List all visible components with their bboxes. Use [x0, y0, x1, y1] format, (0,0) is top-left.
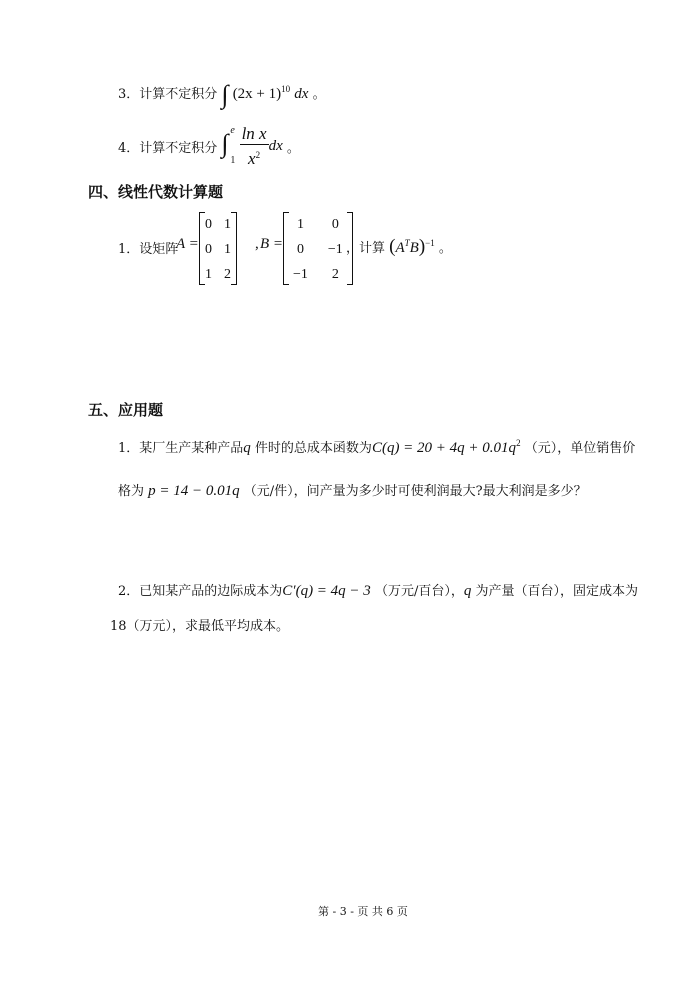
q3-exponent: 10	[281, 84, 291, 94]
s5-q2-line1	[118, 580, 638, 600]
matrix-a-label: A =	[176, 236, 199, 252]
transpose-matrix: A	[395, 240, 405, 256]
matrix-cell: 0	[205, 241, 212, 257]
matrix-b-label: B =	[260, 236, 284, 252]
s5-q1-line1	[118, 437, 635, 457]
matrix-cell: 0	[205, 216, 212, 232]
question-3	[118, 80, 326, 110]
compute-label: ，计算	[346, 241, 386, 256]
s4-q1-compute	[346, 236, 452, 258]
integral-sign: ∫	[221, 128, 229, 158]
s5-q2-text-c: 为产量（百台），固定成本为	[475, 584, 638, 599]
q3-label: 3．计算不定积分	[118, 87, 218, 102]
q4-numerator: ln x	[241, 124, 267, 143]
q3-dx: dx	[294, 86, 309, 102]
s5-q2-text-b: （万元/百台），	[374, 584, 464, 599]
q4-denominator: $x^2$	[248, 149, 261, 168]
question-4	[118, 124, 300, 168]
transpose-sign: T	[404, 238, 410, 248]
matrix-cell: −1	[327, 241, 343, 257]
section-4-heading: 四、线性代数计算题	[88, 183, 224, 201]
matrix-separator: ,	[255, 236, 259, 252]
matrix-cell: 0	[331, 216, 339, 232]
matrix-a-right-bracket	[231, 212, 237, 285]
var-q: q	[243, 440, 251, 456]
s5-q1-text-c: （元），单位销售价	[524, 441, 636, 456]
matrix-cell: 2	[331, 266, 339, 282]
matrix-b-ref: B	[409, 240, 419, 256]
q4-fraction	[240, 124, 269, 169]
matrix-b	[283, 212, 353, 285]
s4-q1-label: 1．设矩阵	[118, 242, 179, 257]
matrix-cell: 2	[224, 266, 231, 282]
q4-den-exponent: 2	[255, 150, 261, 160]
s5-q1-text-e: （元/件），问产量为多少时可使利润最大?最大利润是多少？	[243, 484, 587, 499]
marginal-cost-function: C′(q) = 4q − 3	[282, 583, 371, 599]
page-footer: 第 - 3 - 页 共 6 页	[318, 905, 408, 918]
matrix-cell: 1	[296, 216, 304, 232]
cost-function: C(q) = 20 + 4q + 0.01q	[371, 440, 517, 456]
section-5-heading: 五、应用题	[88, 401, 164, 419]
s5-q2-line2: 18（万元），求最低平均成本。	[110, 619, 290, 634]
matrix-cell: 0	[296, 241, 304, 257]
matrix-cell: −1	[293, 266, 308, 282]
matrix-a	[199, 212, 237, 285]
q4-upper-limit: e	[230, 124, 235, 136]
q4-end: 。	[286, 141, 300, 156]
price-function: p = 14 − 0.01q	[148, 483, 240, 499]
s5-q1-text-b: 件时的总成本函数为	[254, 441, 372, 456]
q4-dx: dx	[268, 138, 283, 154]
q4-label: 4．计算不定积分	[118, 141, 218, 156]
s5-q1-line2	[118, 480, 587, 500]
paren-open: (	[389, 236, 396, 257]
integral-sign: ∫	[221, 80, 229, 109]
paren-close: )	[418, 236, 426, 257]
matrix-cell: 1	[224, 216, 231, 232]
q3-end: 。	[312, 87, 326, 102]
var-q: q	[463, 583, 472, 599]
cost-exponent: 2	[516, 438, 521, 448]
matrix-cell: 1	[224, 241, 231, 257]
q4-lower-limit: 1	[230, 154, 236, 166]
q3-expr: (2x + 1)	[232, 86, 282, 102]
s5-q1-text-d: 格为	[118, 484, 145, 499]
matrix-cell: 1	[205, 266, 212, 282]
s5-q1-text-a: 1．某厂生产某种产品	[118, 441, 244, 456]
matrix-a-left-bracket	[199, 212, 205, 285]
matrix-b-left-bracket	[283, 212, 289, 285]
s4-q1-end: 。	[438, 241, 452, 256]
s5-q2-text-a: 2．已知某产品的边际成本为	[118, 584, 283, 599]
q4-integral	[221, 124, 236, 167]
inverse-sign: −1	[425, 238, 435, 248]
